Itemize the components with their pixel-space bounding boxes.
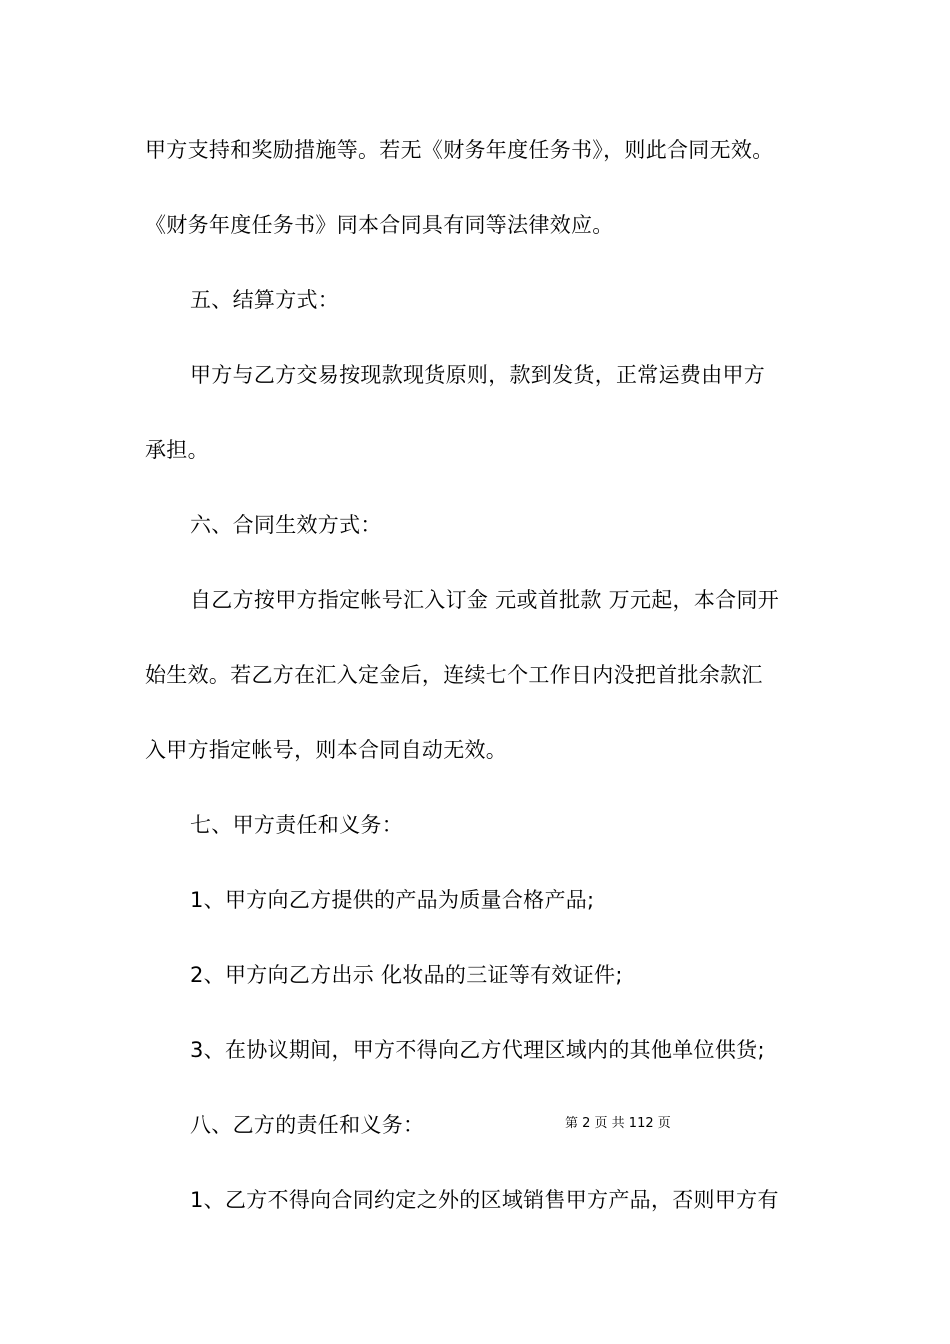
paragraph-line: 甲方支持和奖励措施等。若无《财务年度任务书》，则此合同无效。 (145, 138, 774, 162)
paragraph-line: 《财务年度任务书》同本合同具有同等法律效应。 (145, 213, 614, 237)
list-item: 3、在协议期间，甲方不得向乙方代理区域内的其他单位供货; (190, 1038, 765, 1062)
page-number-footer: 第 2 页 共 112 页 (565, 1116, 671, 1131)
paragraph-line: 入甲方指定帐号，则本合同自动无效。 (145, 738, 508, 762)
list-item: 2、甲方向乙方出示 化妆品的三证等有效证件; (190, 963, 623, 987)
paragraph-line: 自乙方按甲方指定帐号汇入订金 元或首批款 万元起，本合同开 (190, 588, 780, 612)
paragraph-line: 承担。 (145, 438, 209, 462)
list-item: 1、甲方向乙方提供的产品为质量合格产品; (190, 888, 595, 912)
section-heading: 八、乙方的责任和义务： (190, 1113, 425, 1137)
paragraph-line: 甲方与乙方交易按现款现货原则，款到发货，正常运费由甲方 (190, 363, 766, 387)
section-heading: 六、合同生效方式： (190, 513, 382, 537)
section-heading: 七、甲方责任和义务： (190, 813, 403, 837)
list-item: 1、乙方不得向合同约定之外的区域销售甲方产品，否则甲方有 (190, 1188, 779, 1212)
paragraph-line: 始生效。若乙方在汇入定金后，连续七个工作日内没把首批余款汇 (145, 663, 763, 687)
section-heading: 五、结算方式： (190, 288, 340, 312)
